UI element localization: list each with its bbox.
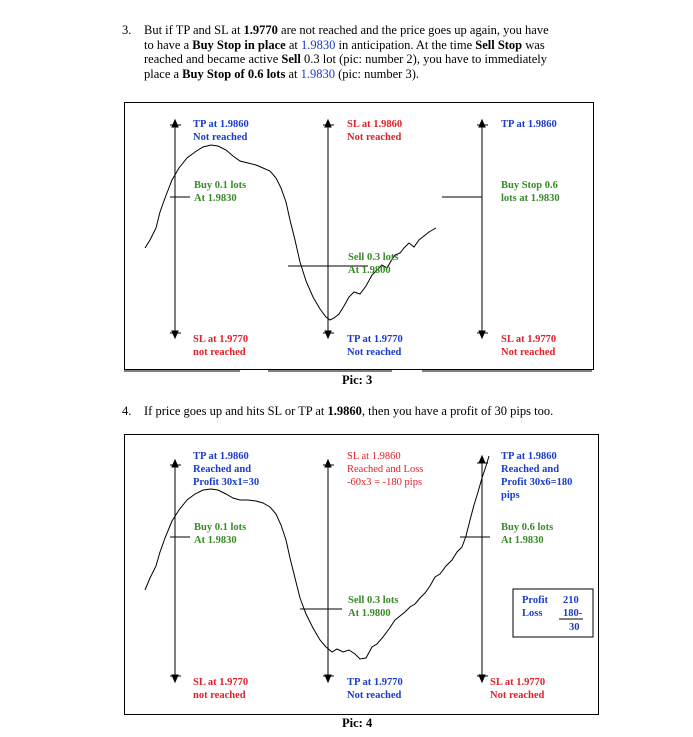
pic3-tp1: TP at 1.9860 Not reached bbox=[193, 119, 249, 143]
pic4-tp1: TP at 1.9860 Reached and Profit 30x1=30 bbox=[193, 451, 260, 488]
pic3-sl1: SL at 1.9770 not reached bbox=[193, 334, 249, 358]
pic4-sell2: Sell 0.3 lots At 1.9800 bbox=[348, 595, 399, 619]
item-4-text: If price goes up and hits SL or TP at 1.9860, then you have a profit of 30 pips too. bbox=[144, 404, 554, 418]
item-3-number: 3. bbox=[122, 23, 132, 37]
pic3-buy3: Buy Stop 0.6 lots at 1.9830 bbox=[501, 180, 560, 204]
loss-value: 180- bbox=[563, 608, 583, 619]
item-4-number: 4. bbox=[122, 404, 132, 418]
profit-value: 210 bbox=[563, 595, 579, 606]
pic3-tp2: TP at 1.9770 Not reached bbox=[347, 334, 403, 358]
pic4-tp3: TP at 1.9860 Reached and Profit 30x6=180 pips bbox=[501, 451, 573, 501]
pic3-tp3: TP at 1.9860 bbox=[501, 119, 557, 130]
total-value: 30 bbox=[569, 622, 580, 633]
pic4-buy1: Buy 0.1 lots At 1.9830 bbox=[194, 522, 247, 546]
loss-label: Loss bbox=[522, 608, 543, 619]
pic4-sl3: SL at 1.9770 Not reached bbox=[490, 677, 546, 701]
pic3-sell2: Sell 0.3 lots At 1.9800 bbox=[348, 252, 399, 276]
item-3-text: But if TP and SL at 1.9770 are not reached and the price goes up again, you have to have a Buy Stop in place at 1.9830 in anticipation. At the time Sell Stop was reached and became active Sell 0.3 lot (pic: number 2), you have to immediately place a Buy Stop of 0.6 lots at 1.9830 (pic: number 3). bbox=[144, 23, 549, 81]
pic4-sl2: SL at 1.9860 Reached and Loss -60x3 = -180 pips bbox=[347, 451, 424, 488]
pic3-sl2: SL at 1.9860 Not reached bbox=[347, 119, 403, 143]
pic3-buy1: Buy 0.1 lots At 1.9830 bbox=[194, 180, 247, 204]
pic-3-caption: Pic: 3 bbox=[342, 373, 373, 387]
pic-4-caption: Pic: 4 bbox=[342, 716, 373, 730]
pic4-sl1: SL at 1.9770 not reached bbox=[193, 677, 249, 701]
pic4-tp2: TP at 1.9770 Not reached bbox=[347, 677, 403, 701]
pic3-sl3: SL at 1.9770 Not reached bbox=[501, 334, 557, 358]
pic4-buy3: Buy 0.6 lots At 1.9830 bbox=[501, 522, 554, 546]
profit-label: Profit bbox=[522, 595, 549, 606]
